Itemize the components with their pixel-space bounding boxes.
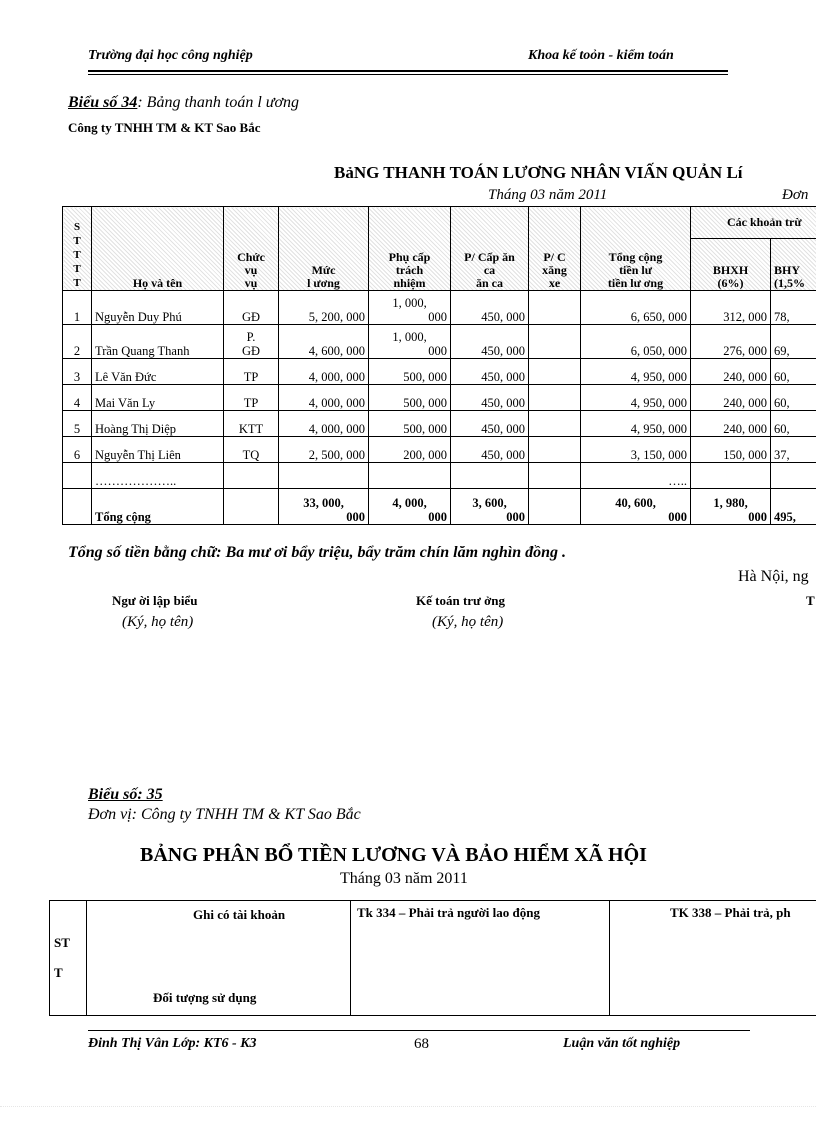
cell-role: KTT: [224, 411, 279, 437]
table-row: [63, 359, 816, 385]
page-edge: [0, 1106, 816, 1107]
footer-author: Đinh Thị Vân Lớp: KT6 - K3: [88, 1036, 257, 1051]
total-fuel: [529, 489, 581, 525]
cell-name: Trần Quang Thanh: [92, 325, 224, 359]
col-fuel: P/ C xăng xe: [529, 207, 581, 291]
form35-label: Biểu số: 35: [88, 786, 163, 803]
form34-month: Tháng 03 năm 2011: [488, 187, 608, 203]
cell-name: Nguyễn Thị Liên: [92, 437, 224, 463]
cell-fuel: [529, 385, 581, 411]
cell-name: ………………..: [92, 463, 224, 489]
table-row: [63, 291, 816, 325]
cell-bhxh: 276, 000: [691, 325, 771, 359]
cell-fuel: [529, 359, 581, 385]
cell-role: [224, 463, 279, 489]
cell-role: P. GĐ: [224, 325, 279, 359]
table-row: [63, 437, 816, 463]
cell-name: Hoàng Thị Diệp: [92, 411, 224, 437]
form34-main-title: BảNG THANH TOÁN LƯƠNG NHÂN VIẤN QUẢN Lí: [334, 163, 743, 182]
form34-title-suffix: : Bảng thanh toán l ương: [137, 94, 300, 111]
alloc-stt: [50, 901, 87, 1016]
cell-total: 6, 650, 000: [581, 291, 691, 325]
form35-title: BẢNG PHÂN BỔ TIỀN LƯƠNG VÀ BẢO HIỂM XÃ HỘI: [140, 844, 647, 866]
alloc-user-object: Đối tượng sử dụng: [153, 990, 257, 1005]
cell-fuel: [529, 437, 581, 463]
cell-bhxh: 240, 000: [691, 359, 771, 385]
total-bhxh: 1, 980, 000: [691, 489, 771, 525]
cell-salary: [279, 463, 369, 489]
signer-accountant: Kế toán trư ởng: [416, 593, 506, 608]
cell-stt: 4: [63, 385, 92, 411]
table-row-ellipsis: [63, 463, 816, 489]
cell-name: Nguyễn Duy Phú: [92, 291, 224, 325]
total-role: [224, 489, 279, 525]
cell-stt: 1: [63, 291, 92, 325]
cell-bhxh: 240, 000: [691, 385, 771, 411]
cell-meal: 450, 000: [451, 325, 529, 359]
form35-unit: Đơn vị: Công ty TNHH TM & KT Sao Bắc: [88, 806, 361, 823]
cell-resp: [369, 463, 451, 489]
form34-label: Biểu số 34: [68, 94, 138, 111]
cell-bhyt: 60,: [771, 359, 816, 385]
cell-bhyt: [771, 463, 816, 489]
cell-total: 4, 950, 000: [581, 411, 691, 437]
alloc-stt-top: ST: [54, 935, 70, 950]
cell-resp: 500, 000: [369, 359, 451, 385]
cell-fuel: [529, 325, 581, 359]
cell-stt: 3: [63, 359, 92, 385]
col-salary: Mức l ương: [279, 207, 369, 291]
col-bhxh: BHXH (6%): [691, 239, 771, 291]
cell-role: TQ: [224, 437, 279, 463]
header-left: Trường đại học công nghiệp: [88, 48, 253, 63]
cell-bhyt: 60,: [771, 385, 816, 411]
col-meal: P/ Cấp ăn ca ăn ca: [451, 207, 529, 291]
cell-total: 4, 950, 000: [581, 385, 691, 411]
cell-bhyt: 37,: [771, 437, 816, 463]
cell-salary: 2, 500, 000: [279, 437, 369, 463]
cell-meal: 450, 000: [451, 385, 529, 411]
col-bhyt: BHY (1,5%: [771, 239, 816, 291]
alloc-header-cell: [87, 901, 351, 1016]
cell-meal: 450, 000: [451, 359, 529, 385]
cell-role: TP: [224, 385, 279, 411]
allocation-table: [49, 900, 816, 1016]
cell-fuel: [529, 411, 581, 437]
signer-preparer-sign: (Ký, họ tên): [122, 614, 194, 630]
cell-salary: 4, 000, 000: [279, 411, 369, 437]
total-bhyt: 495,: [771, 489, 816, 525]
signer-third: T: [806, 593, 815, 608]
footer-page: 68: [414, 1036, 429, 1052]
col-name: Họ và tên: [92, 207, 224, 291]
header-rule-thin: [88, 74, 728, 75]
cell-bhyt: 60,: [771, 411, 816, 437]
cell-meal: 450, 000: [451, 291, 529, 325]
cell-salary: 4, 000, 000: [279, 359, 369, 385]
cell-stt: [63, 463, 92, 489]
cell-salary: 4, 600, 000: [279, 325, 369, 359]
table-row: [63, 325, 816, 359]
amount-in-words: Tổng số tiền bằng chữ: Ba mư ơi bẩy triệu, bẩy trăm chín lăm nghìn đồng .: [68, 544, 567, 561]
footer-doc: Luận văn tốt nghiệp: [563, 1036, 681, 1051]
cell-total: 4, 950, 000: [581, 359, 691, 385]
total-stt: [63, 489, 92, 525]
col-total: Tổng cộng tiền lư tiền lư ơng: [581, 207, 691, 291]
signer-accountant-sign: (Ký, họ tên): [432, 614, 504, 630]
form34-unit: Đơn: [782, 187, 809, 203]
form34-heading: [68, 94, 299, 112]
total-meal: 3, 600, 000: [451, 489, 529, 525]
cell-bhyt: 78,: [771, 291, 816, 325]
footer-rule: [88, 1030, 750, 1031]
cell-total: 3, 150, 000: [581, 437, 691, 463]
alloc-credit-account: Ghi có tài khoản: [193, 907, 286, 922]
alloc-stt-bottom: T: [54, 965, 63, 980]
alloc-tk338: TK 338 – Phải trả, ph: [610, 901, 816, 1016]
place-date: Hà Nội, ng: [738, 568, 809, 585]
col-role: Chức vụ vụ: [224, 207, 279, 291]
cell-meal: 450, 000: [451, 437, 529, 463]
alloc-tk334: Tk 334 – Phải trả người lao động: [351, 901, 610, 1016]
cell-salary: 5, 200, 000: [279, 291, 369, 325]
total-name: Tổng cộng: [92, 489, 224, 525]
cell-resp: 1, 000, 000: [369, 325, 451, 359]
cell-bhxh: 312, 000: [691, 291, 771, 325]
cell-resp: 200, 000: [369, 437, 451, 463]
table-row-totals: [63, 489, 816, 525]
cell-stt: 2: [63, 325, 92, 359]
col-stt: S T T T T: [63, 207, 92, 291]
cell-bhxh: [691, 463, 771, 489]
payroll-table: [62, 206, 816, 525]
cell-total: 6, 050, 000: [581, 325, 691, 359]
col-resp: Phụ cấp trách nhiệm: [369, 207, 451, 291]
header-right: Khoa kế toỏn - kiểm toán: [528, 48, 674, 63]
table-row: [63, 385, 816, 411]
cell-name: Mai Văn Ly: [92, 385, 224, 411]
form35-month: Tháng 03 năm 2011: [340, 870, 468, 887]
cell-meal: [451, 463, 529, 489]
cell-resp: 500, 000: [369, 411, 451, 437]
cell-role: GĐ: [224, 291, 279, 325]
cell-resp: 1, 000, 000: [369, 291, 451, 325]
cell-stt: 6: [63, 437, 92, 463]
table-row: [63, 411, 816, 437]
cell-total: …..: [581, 463, 691, 489]
cell-bhxh: 150, 000: [691, 437, 771, 463]
cell-stt: 5: [63, 411, 92, 437]
col-deductions: Các khoản trừ: [691, 207, 816, 239]
cell-salary: 4, 000, 000: [279, 385, 369, 411]
cell-fuel: [529, 291, 581, 325]
cell-bhyt: 69,: [771, 325, 816, 359]
total-resp: 4, 000, 000: [369, 489, 451, 525]
cell-fuel: [529, 463, 581, 489]
header-rule: [88, 70, 728, 72]
cell-role: TP: [224, 359, 279, 385]
cell-resp: 500, 000: [369, 385, 451, 411]
cell-name: Lê Văn Đức: [92, 359, 224, 385]
form34-company: Công ty TNHH TM & KT Sao Bắc: [68, 120, 261, 135]
cell-meal: 450, 000: [451, 411, 529, 437]
total-total: 40, 600, 000: [581, 489, 691, 525]
signer-preparer: Ngư ời lập biểu: [112, 593, 198, 608]
cell-bhxh: 240, 000: [691, 411, 771, 437]
total-salary: 33, 000, 000: [279, 489, 369, 525]
